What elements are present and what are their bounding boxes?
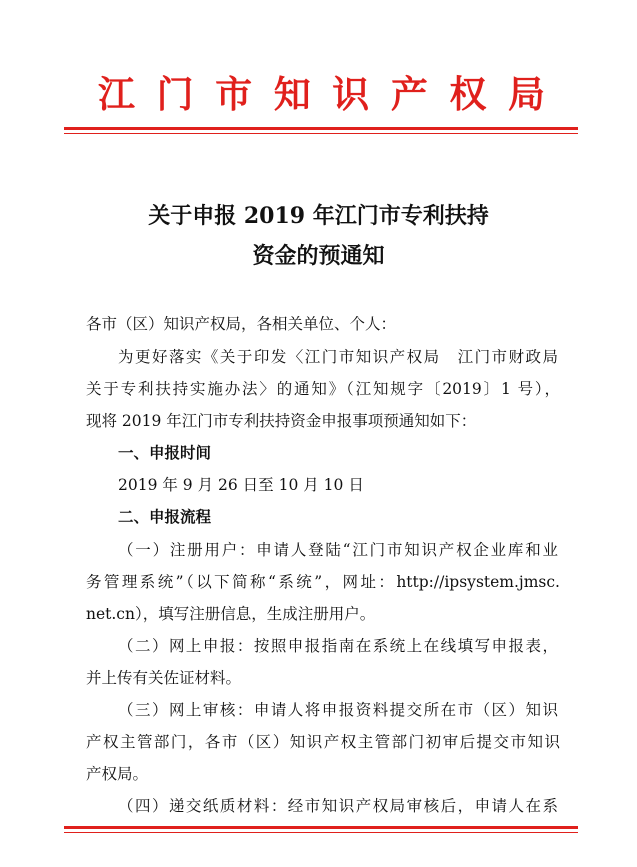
agency-header — [60, 66, 577, 122]
agency-char: 产 — [390, 71, 428, 116]
footer-rule-thick — [64, 826, 578, 829]
intro-line: 关于专利扶持实施办法〉的通知》（江知规字〔2019〕1 号）， — [86, 380, 560, 398]
application-period: 2019 年 9 月 26 日至 10 月 10 日 — [118, 476, 364, 494]
agency-char: 知 — [273, 71, 311, 116]
document-title-line-2: 资金的预通知 — [252, 243, 385, 269]
agency-char: 市 — [215, 71, 253, 116]
step-line: 并上传有关佐证材料。 — [86, 669, 242, 687]
step-line: （四）递交纸质材料：经市知识产权局审核后，申请人在系 — [118, 797, 558, 815]
step-line: 产权局。 — [86, 765, 149, 783]
agency-char: 权 — [449, 71, 487, 116]
step-line: （三）网上审核：申请人将申报资料提交所在市（区）知识 — [118, 701, 558, 719]
agency-char: 门 — [156, 71, 194, 116]
agency-char: 江 — [98, 71, 135, 116]
section-heading-process: 二、申报流程 — [118, 508, 212, 526]
intro-line: 现将 2019 年江门市专利扶持资金申报事项预通知如下： — [86, 412, 477, 430]
document-title-line-1: 关于申报 2019 年江门市专利扶持 — [148, 203, 489, 229]
header-rule-thin — [64, 133, 578, 134]
step-line: （一）注册用户：申请人登陆“江门市知识产权企业库和业 — [118, 541, 558, 559]
footer-rule-thin — [64, 832, 578, 833]
step-line: （二）网上申报：按照申报指南在系统上在线填写申报表， — [118, 637, 558, 655]
step-line: 产权主管部门，各市（区）知识产权主管部门初审后提交市知识 — [86, 733, 560, 751]
salutation: 各市（区）知识产权局，各相关单位、个人： — [86, 315, 397, 333]
step-line: net.cn），填写注册信息，生成注册用户。 — [86, 605, 376, 623]
intro-line: 为更好落实《关于印发〈江门市知识产权局 江门市财政局 — [118, 348, 558, 366]
section-heading-time: 一、申报时间 — [118, 444, 212, 462]
agency-char: 局 — [507, 71, 545, 116]
agency-char: 识 — [332, 71, 370, 116]
header-rule-thick — [64, 127, 578, 130]
step-line: 务管理系统”（以下简称“系统”，网址：http://ipsystem.jmsc. — [86, 573, 560, 591]
